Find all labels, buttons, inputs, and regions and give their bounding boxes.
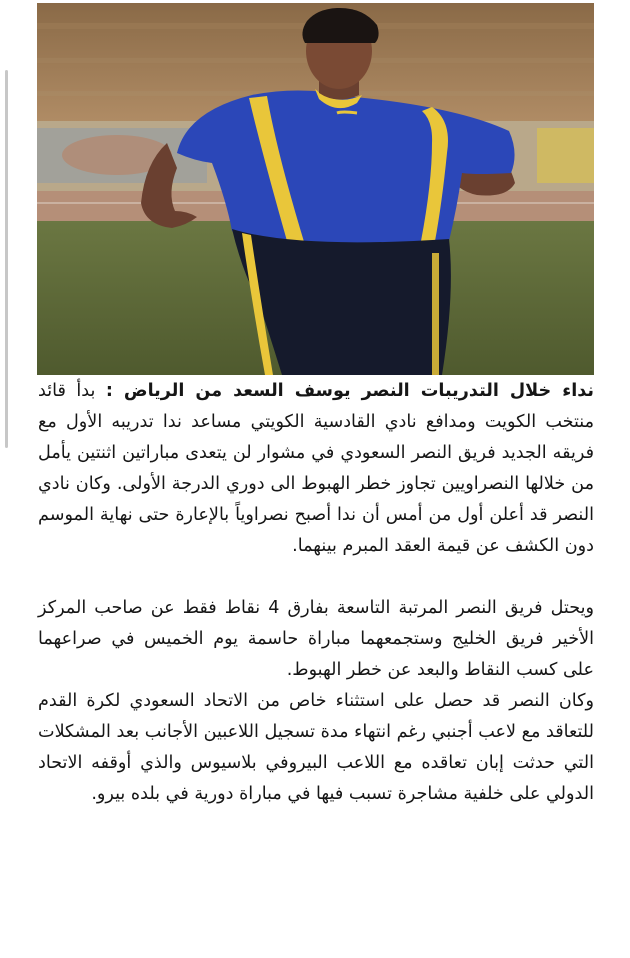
article-paragraph-2: ويحتل فريق النصر المرتبة التاسعة بفارق 4 نقاط فقط عن صاحب المركز الأخير فريق الخليج وستجمعهما مباراة حاسمة يوم الخميس في صراعهما على كسب النقاط والبعد عن خطر الهبوط.	[38, 598, 594, 680]
article-paragraph-1-text: بدأ قائد منتخب الكويت ومدافع نادي القادسية الكويتي مساعد ندا تدريبه الأول مع فريقه الجديد فريق النصر السعودي في مشوار لن يتعدى مباراتين اثنتين يأمل من خلالها النصراويين تجاوز خطر الهبوط الى دوري الدرجة الأولى. وكان نادي النصر قد أعلن أول من أمس أن ندا أصبح نصراوياً بالإعارة حتى نهاية الموسم دون الكشف عن قيمة العقد المبرم بينهما.	[38, 381, 594, 556]
article-body	[38, 376, 594, 810]
article-photo	[37, 3, 594, 375]
scrollbar[interactable]	[5, 70, 8, 448]
article-paragraph-3: وكان النصر قد حصل على استثناء خاص من الاتحاد السعودي لكرة القدم للتعاقد مع لاعب أجنبي رغم انتهاء مدة تسجيل اللاعبين الأجانب بعد المشكلات التي حدثت إبان تعاقده مع اللاعب البيروفي بلاسيوس والذي أوقفه الاتحاد الدولي على خلفية مشاجرة تسبب فيها في مباراة دورية في بلده بيرو.	[38, 691, 594, 804]
article-paragraph-1	[38, 376, 594, 562]
article-lead: نداء خلال التدريبات النصر يوسف السعد من الرياض :	[105, 381, 594, 401]
